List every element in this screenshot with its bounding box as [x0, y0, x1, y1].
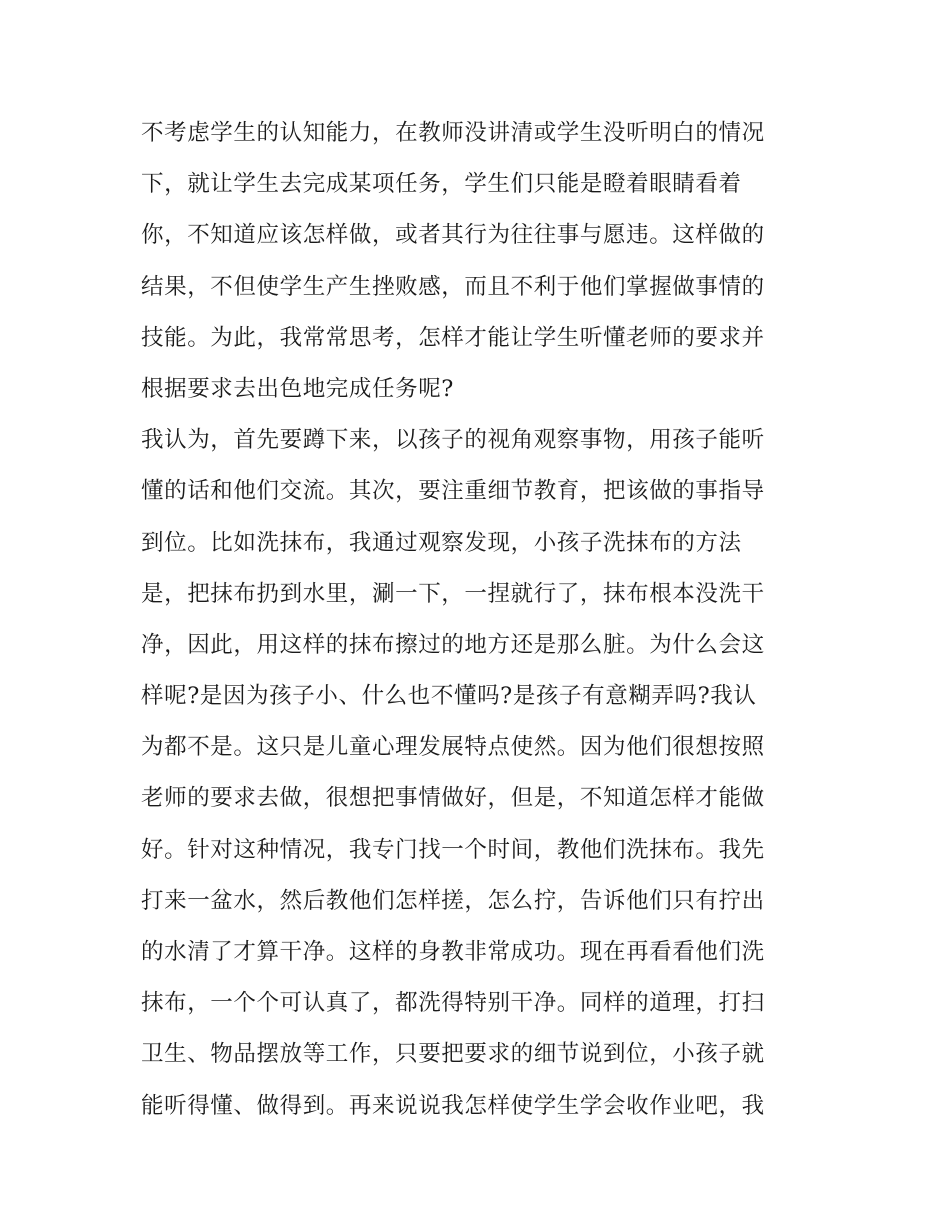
text-line: 不考虑学生的认知能力，在教师没讲清或学生没听明白的情况 — [141, 120, 765, 146]
text-line: 抹布，一个个可认真了，都洗得特别干净。同样的道理，打扫 — [141, 990, 765, 1017]
text-line: 老师的要求去做，很想把事情做好，但是，不知道怎样才能做 — [141, 785, 765, 812]
text-line: 我认为，首先要蹲下来，以孩子的视角观察事物，用孩子能听 — [141, 427, 765, 454]
text-line: 懂的话和他们交流。其次，要注重细节教育，把该做的事指导 — [141, 478, 765, 505]
text-line: 下，就让学生去完成某项任务，学生们只能是瞪着眼睛看着 — [141, 171, 742, 198]
text-line: 净，因此，用这样的抹布擦过的地方还是那么脏。为什么会这 — [141, 631, 765, 658]
body-text — [141, 108, 821, 1132]
text-line: 好。针对这种情况，我专门找一个时间，教他们洗抹布。我先 — [141, 836, 765, 863]
text-line: 卫生、物品摆放等工作，只要把要求的细节说到位，小孩子就 — [141, 1041, 765, 1068]
text-line: 你，不知道应该怎样做，或者其行为往往事与愿违。这样做的 — [141, 222, 765, 249]
text-line: 打来一盆水，然后教他们怎样搓，怎么拧，告诉他们只有拧出 — [141, 887, 765, 914]
text-line: 样呢?是因为孩子小、什么也不懂吗?是孩子有意糊弄吗?我认 — [141, 683, 757, 710]
text-line: 为都不是。这只是儿童心理发展特点使然。因为他们很想按照 — [141, 734, 765, 761]
text-line: 的水清了才算干净。这样的身教非常成功。现在再看看他们洗 — [141, 939, 765, 965]
text-line: 到位。比如洗抹布，我通过观察发现，小孩子洗抹布的方法 — [141, 529, 742, 556]
text-line: 技能。为此，我常常思考，怎样才能让学生听懂老师的要求并 — [141, 324, 765, 351]
text-line: 是，把抹布扔到水里，涮一下，一捏就行了，抹布根本没洗干 — [141, 580, 765, 607]
text-line: 根据要求去出色地完成任务呢? — [141, 375, 454, 402]
text-line: 结果，不但使学生产生挫败感，而且不利于他们掌握做事情的 — [141, 273, 765, 300]
text-line: 能听得懂、做得到。再来说说我怎样使学生学会收作业吧，我 — [141, 1092, 765, 1119]
